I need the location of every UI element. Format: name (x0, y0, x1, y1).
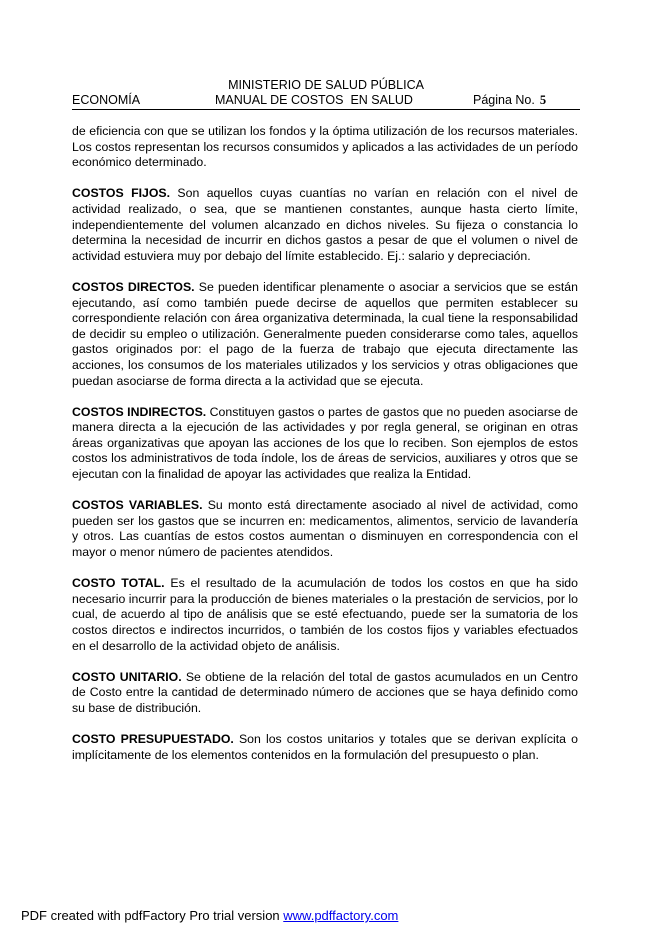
definition-costos-indirectos (72, 405, 578, 483)
ministry-title: MINISTERIO DE SALUD PÚBLICA (228, 78, 424, 92)
manual-title: MANUAL DE COSTOS EN SALUD (215, 93, 413, 107)
definition-term: COSTOS VARIABLES. (72, 498, 203, 513)
definition-term: COSTOS DIRECTOS. (72, 279, 195, 294)
page-indicator (473, 93, 546, 108)
pdf-footer (21, 908, 398, 924)
document-body (72, 124, 578, 779)
definition-text: Constituyen gastos o partes de gastos que no pueden asociarse de manera directa a la ejecución de las actividades y por regla general, se originan en otras áreas organizativas que apoyan las acciones de los que lo reciben. Son ejemplos de estos costos los administrativos de toda índole, los de áreas de servicios, auxiliares y otros que se ejecutan con la finalidad de apoyar las actividades que realiza la Entidad. (72, 404, 578, 482)
definition-text: Son los costos unitarios y totales que se derivan explícita o implícitamente de los elementos contenidos en la formulación del presupuesto o plan. (72, 732, 578, 762)
definition-costos-directos (72, 280, 578, 389)
page-number: 5 (539, 93, 547, 107)
definition-term: COSTO PRESUPUESTADO. (72, 732, 234, 747)
definition-costo-total (72, 576, 578, 654)
definition-term: COSTO UNITARIO. (72, 669, 182, 684)
definition-costos-variables (72, 498, 578, 560)
page-header (72, 78, 580, 110)
definition-term: COSTOS FIJOS. (72, 186, 171, 201)
definition-text: Son aquellos cuyas cuantías no varían en relación con el nivel de actividad realizado, o sea, que se mantienen constantes, aunque hasta cierto límite, independientemente del volumen alcanzado en dichos niveles. Su fijeza o constancia lo determina la necesidad de incurrir en dichos gastos a pesar de que el volumen o nivel de actividad estuviera muy por debajo del límite establecido. Ej.: salario y depreciación. (72, 186, 578, 263)
intro-paragraph: de eficiencia con que se utilizan los fondos y la óptima utilización de los recursos materiales. Los costos representan los recursos consumidos y aplicados a las actividades de un período económico determinado. (72, 124, 578, 170)
definition-costo-presupuestado (72, 732, 578, 763)
definition-costo-unitario (72, 670, 578, 717)
pdffactory-link[interactable]: www.pdffactory.com (283, 908, 399, 923)
definition-text: Su monto está directamente asociado al nivel de actividad, como pueden ser los gastos que se incurren en: medicamentos, alimentos, servicio de lavandería y otros. Las cuantías de estos costos aumentan o disminuyen en correspondencia con el mayor o menor número de pacientes atendidos. (72, 498, 578, 560)
footer-text: PDF created with pdfFactory Pro trial version (21, 908, 284, 923)
definition-costos-fijos (72, 186, 578, 264)
definition-text: Se pueden identificar plenamente o asociar a servicios que se están ejecutando, así como también puede decirse de aquellos que permiten establecer su correspondiente relación con área organizativa determinada, la cual tiene la responsabilidad de decidir su empleo o utilización. Generalmente pueden considerarse como tales, aquellos gastos originados por: el pago de la fuerza de trabajo que ejecuta directamente las acciones, los consumos de los materiales utilizados y los servicios y otras obligaciones que puedan asociarse de forma directa a la actividad que se ejecuta. (72, 279, 578, 388)
definition-term: COSTO TOTAL. (72, 576, 165, 591)
definition-text: Se obtiene de la relación del total de gastos acumulados en un Centro de Costo entre la cantidad de determinado número de acciones que se haya definido como su base de distribución. (72, 669, 578, 715)
section-name: ECONOMÍA (72, 93, 141, 107)
page-label: Página No. (473, 93, 535, 107)
definition-term: COSTOS INDIRECTOS. (72, 404, 207, 419)
definition-text: Es el resultado de la acumulación de todos los costos en que ha sido necesario incurrir para la producción de bienes materiales o la prestación de servicios, por lo cual, de acuerdo al tipo de análisis que se esté efectuando, puede ser la sumatoria de los costos directos e indirectos incurridos, o también de los costos fijos y variables efectuados en el desarrollo de la actividad objeto de análisis. (72, 576, 578, 653)
